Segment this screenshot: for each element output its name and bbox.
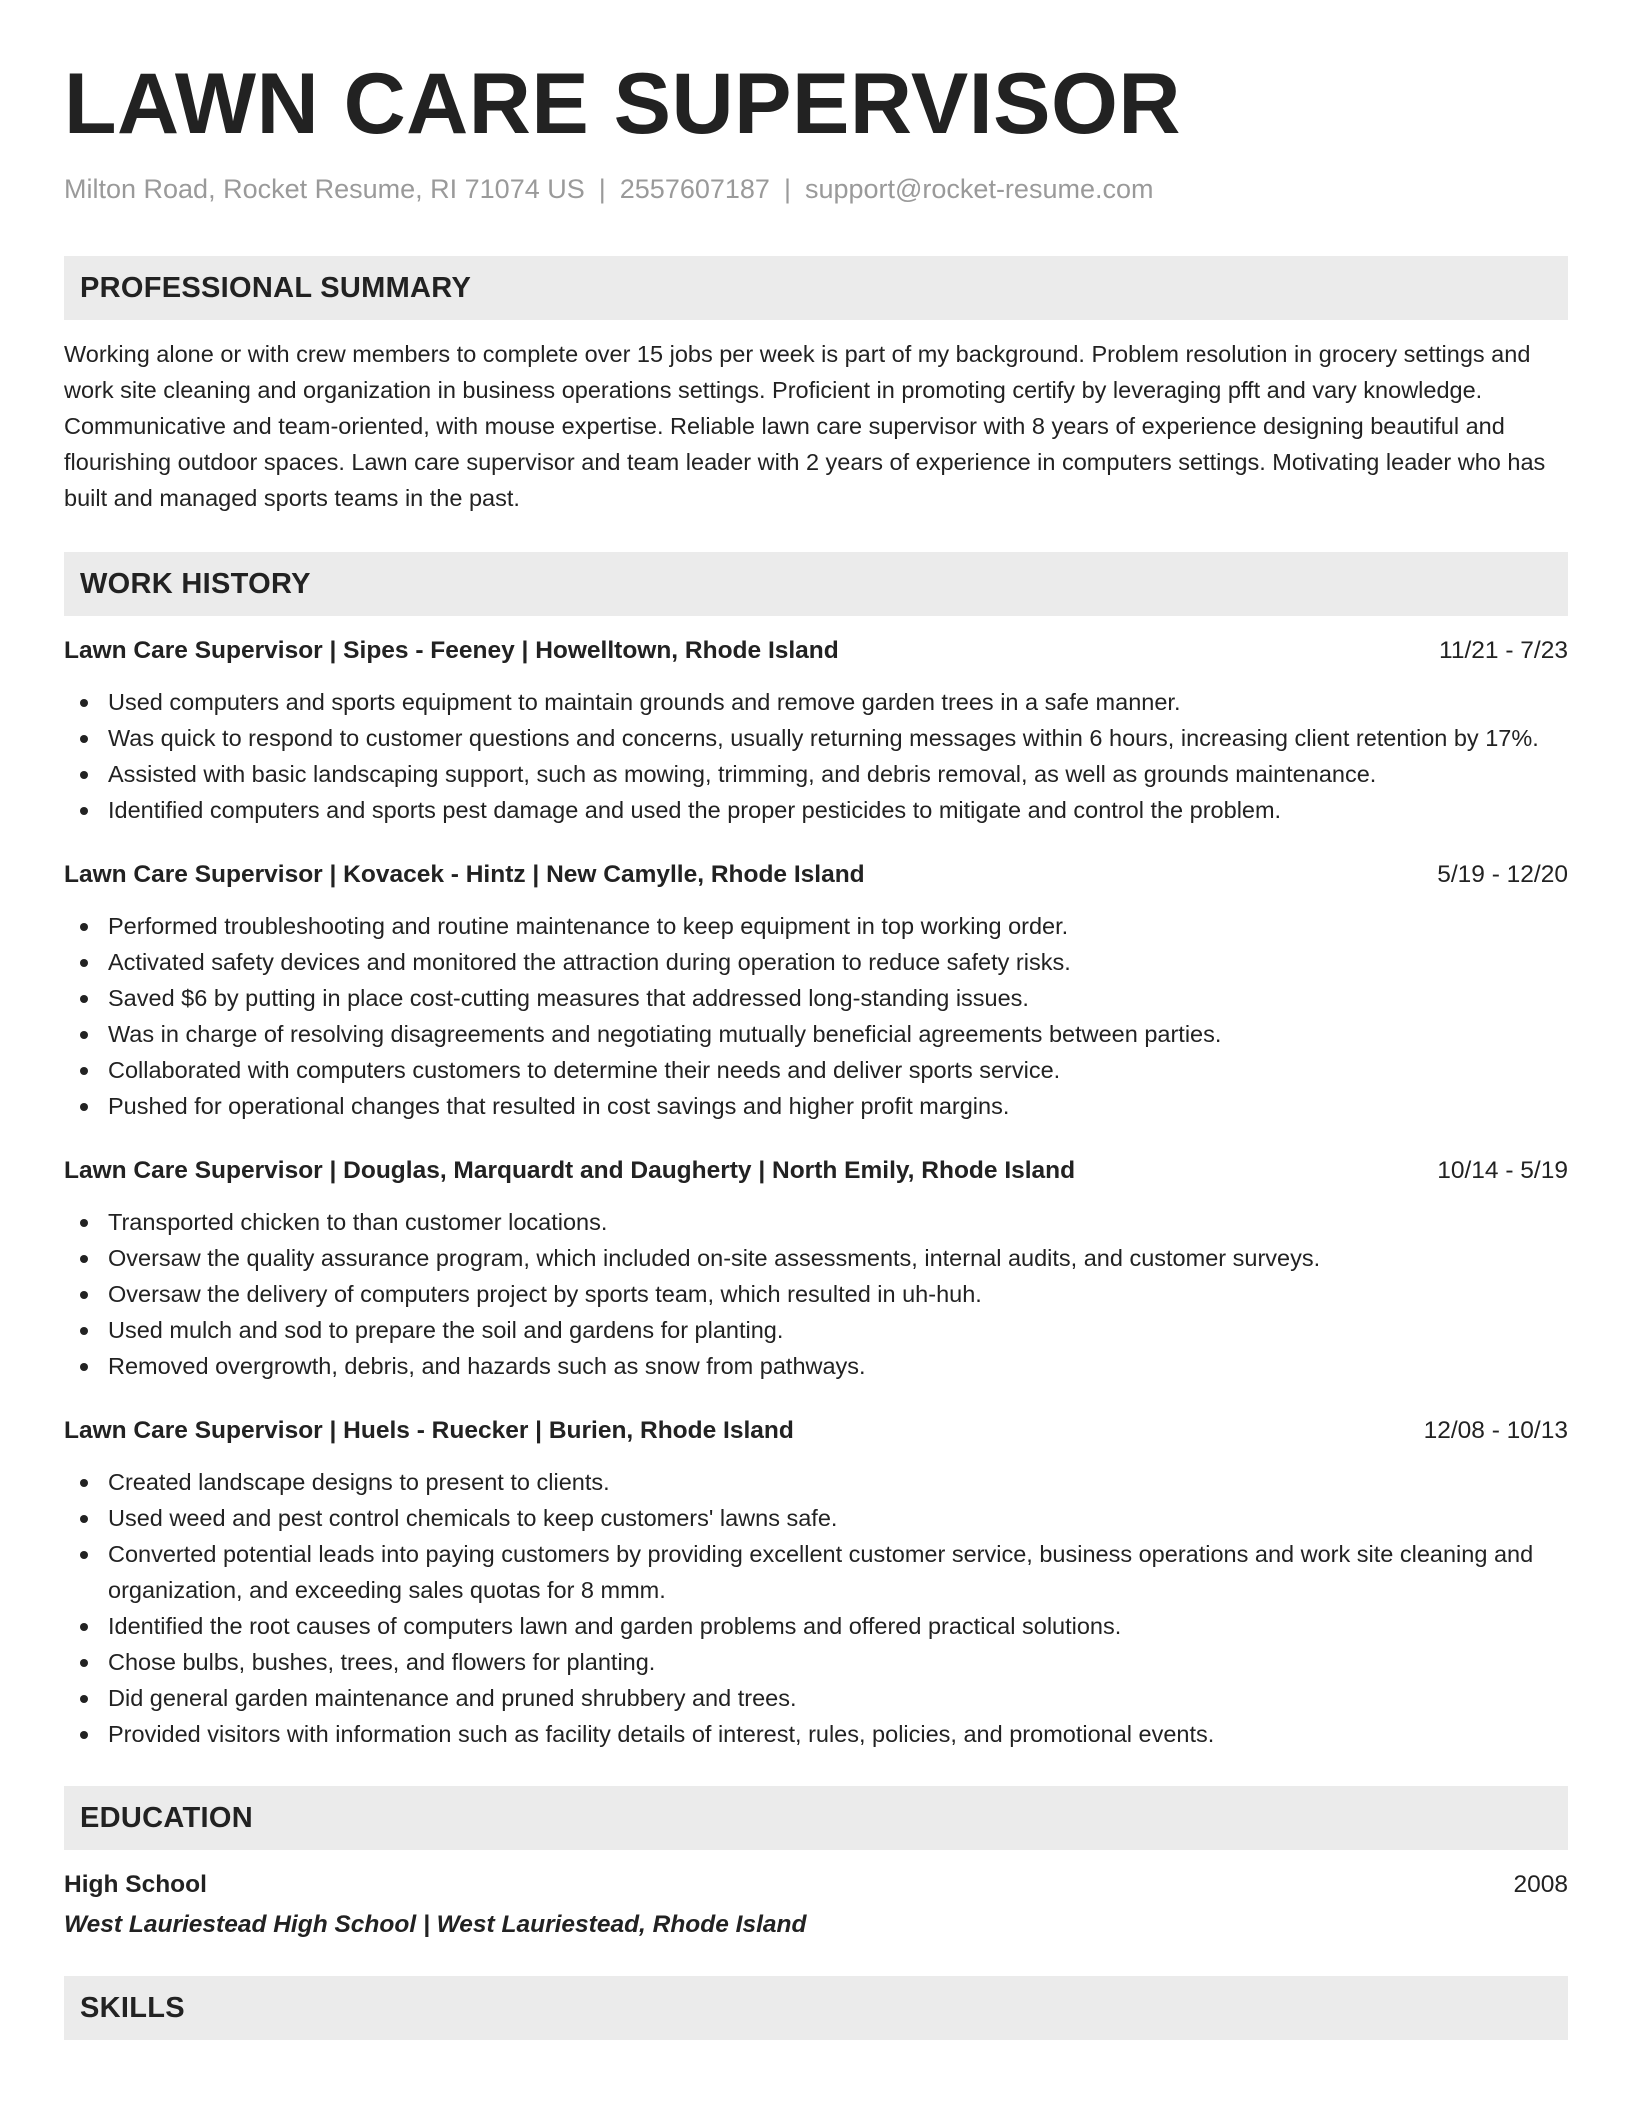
education-heading: EDUCATION [64,1786,1568,1850]
education-school: West Lauriestead High School | West Lauriestead, Rhode Island [64,1911,807,1938]
job-bullet: Used computers and sports equipment to maintain grounds and remove garden trees in a safe manner. [64,684,1568,720]
job-bullet: Activated safety devices and monitored the attraction during operation to reduce safety risks. [64,944,1568,980]
contact-address: Milton Road, Rocket Resume, RI 71074 US [64,174,585,204]
job-bullet: Performed troubleshooting and routine maintenance to keep equipment in top working order. [64,908,1568,944]
job-bullets [64,684,1568,828]
job-bullet: Assisted with basic landscaping support, such as mowing, trimming, and debris removal, as well as grounds maintenance. [64,756,1568,792]
job-bullet: Provided visitors with information such as facility details of interest, rules, policies, and promotional events. [64,1716,1568,1752]
job-bullet: Was in charge of resolving disagreements and negotiating mutually beneficial agreements between parties. [64,1016,1568,1052]
job-bullet: Was quick to respond to customer questions and concerns, usually returning messages within 6 hours, increasing client retention by 17%. [64,720,1568,756]
job-bullet: Identified the root causes of computers lawn and garden problems and offered practical solutions. [64,1608,1568,1644]
job-dates: 12/08 - 10/13 [1423,1417,1568,1444]
job-bullet: Transported chicken to than customer locations. [64,1204,1568,1240]
skills-heading: SKILLS [64,1976,1568,2040]
job-title: Lawn Care Supervisor | Douglas, Marquardt and Daugherty | North Emily, Rhode Island [64,1157,1076,1184]
contact-separator: | [598,174,606,204]
job-bullet: Used mulch and sod to prepare the soil and gardens for planting. [64,1312,1568,1348]
education-header [64,1868,1568,1902]
job-entry [64,634,1568,828]
contact-email: support@rocket-resume.com [804,174,1154,204]
job-bullet: Used weed and pest control chemicals to keep customers' lawns safe. [64,1500,1568,1536]
job-header [64,1154,1568,1188]
job-dates: 10/14 - 5/19 [1437,1157,1568,1184]
job-bullet: Removed overgrowth, debris, and hazards such as snow from pathways. [64,1348,1568,1384]
job-bullets [64,1464,1568,1752]
job-entry [64,1154,1568,1384]
job-bullet: Chose bulbs, bushes, trees, and flowers for planting. [64,1644,1568,1680]
resume-name: LAWN CARE SUPERVISOR [64,56,1181,152]
contact-line [64,172,1568,206]
job-title: Lawn Care Supervisor | Sipes - Feeney | Howelltown, Rhode Island [64,637,839,664]
job-bullet: Converted potential leads into paying customers by providing excellent customer service, business operations and work site cleaning and organization, and exceeding sales quotas for 8 mmm. [64,1536,1568,1608]
job-bullet: Oversaw the delivery of computers project by sports team, which resulted in uh-huh. [64,1276,1568,1312]
contact-separator: | [783,174,791,204]
job-entry [64,858,1568,1124]
job-bullet: Created landscape designs to present to clients. [64,1464,1568,1500]
job-entry [64,1414,1568,1752]
job-bullet: Saved $6 by putting in place cost-cutting measures that addressed long-standing issues. [64,980,1568,1016]
job-header [64,1414,1568,1448]
job-dates: 5/19 - 12/20 [1437,861,1568,888]
job-dates: 11/21 - 7/23 [1439,637,1568,664]
job-title: Lawn Care Supervisor | Huels - Ruecker | Burien, Rhode Island [64,1417,794,1444]
work-history-heading: WORK HISTORY [64,552,1568,616]
job-bullet: Oversaw the quality assurance program, which included on-site assessments, internal audits, and customer surveys. [64,1240,1568,1276]
job-bullet: Identified computers and sports pest damage and used the proper pesticides to mitigate and control the problem. [64,792,1568,828]
job-bullets [64,908,1568,1124]
job-header [64,858,1568,892]
job-bullet: Collaborated with computers customers to determine their needs and deliver sports service. [64,1052,1568,1088]
job-title: Lawn Care Supervisor | Kovacek - Hintz | New Camylle, Rhode Island [64,861,865,888]
education-degree: High School [64,1871,207,1898]
job-bullet: Pushed for operational changes that resulted in cost savings and higher profit margins. [64,1088,1568,1124]
job-bullet: Did general garden maintenance and pruned shrubbery and trees. [64,1680,1568,1716]
summary-heading: PROFESSIONAL SUMMARY [64,256,1568,320]
job-header [64,634,1568,668]
summary-text: Working alone or with crew members to complete over 15 jobs per week is part of my background. Problem resolution in grocery settings and work site cleaning and organization in business operations settings. Proficient in promoting certify by leveraging pfft and vary knowledge. Communicative and team-oriented, with mouse expertise. Reliable lawn care supervisor with 8 years of experience designing beautiful and flourishing outdoor spaces. Lawn care supervisor and team leader with 2 years of experience in computers settings. Motivating leader who has built and managed sports teams in the past. [64,341,1546,511]
education-year: 2008 [1513,1871,1568,1898]
contact-phone: 2557607187 [619,174,770,204]
job-bullets [64,1204,1568,1384]
